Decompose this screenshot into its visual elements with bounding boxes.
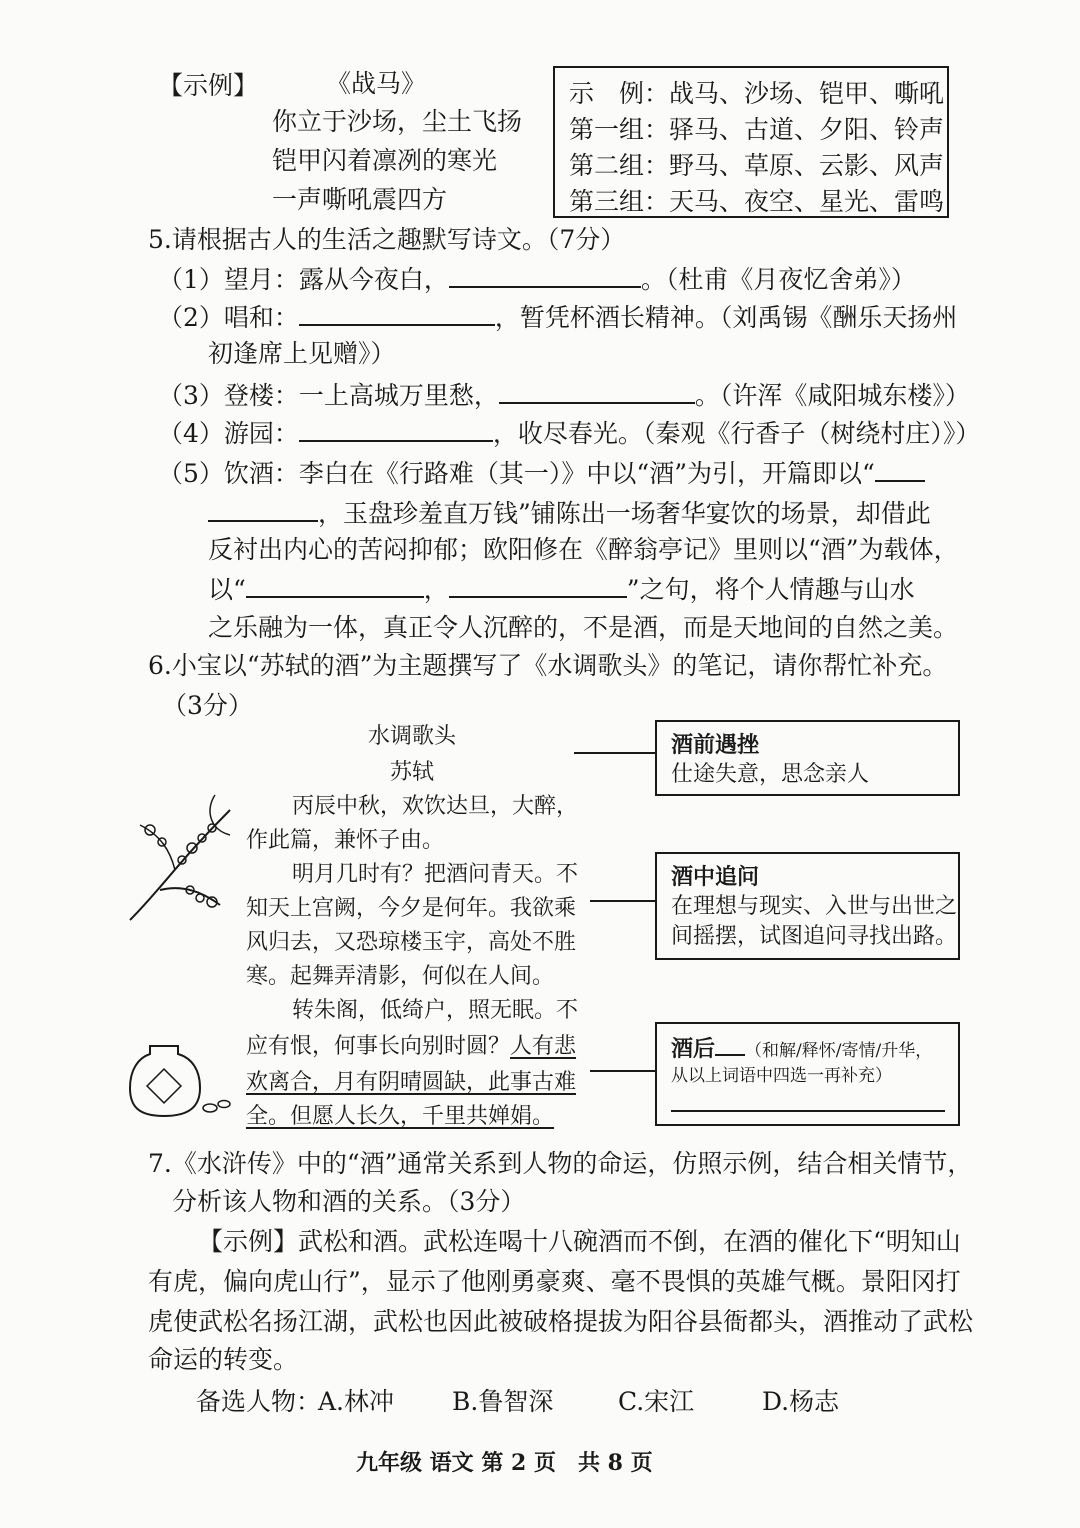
page-footer: 九年级 语文 第 2 页 共 8 页 xyxy=(356,1450,653,1476)
q5-blank-3[interactable] xyxy=(499,376,695,404)
example-poem-title: 《战马》 xyxy=(326,69,427,98)
q6-underlined-text: 全。但愿人长久，千里共婵娟。 xyxy=(246,1104,555,1129)
q6-underlined-text: 人有悲 xyxy=(510,1034,577,1059)
q6-poem-title: 水调歌头 xyxy=(368,724,457,749)
note3-title: 酒后 xyxy=(671,1036,716,1062)
note2-title: 酒中追问 xyxy=(671,864,760,890)
note3-blank[interactable] xyxy=(715,1034,745,1056)
note2-text: 在理想与现实、入世与出世之 xyxy=(671,894,958,919)
q6-poem-line: 风归去，又恐琼楼玉宇，高处不胜 xyxy=(246,930,577,955)
note3-hint: （和解/释怀/寄情/升华， xyxy=(745,1041,933,1061)
word-group-box xyxy=(553,66,949,218)
note1-text: 仕途失意，思念亲人 xyxy=(671,762,870,787)
q7-option-b[interactable]: B.鲁智深 xyxy=(452,1387,554,1416)
q7-option-c[interactable]: C.宋江 xyxy=(618,1387,695,1416)
q7-option-a[interactable]: A.林冲 xyxy=(318,1387,395,1416)
q7-example-line: 命运的转变。 xyxy=(148,1345,299,1374)
q6-poem-line: 作此篇，兼怀子由。 xyxy=(246,828,445,853)
example-poem-line: 铠甲闪着凛冽的寒光 xyxy=(272,146,498,175)
note-box-after-wine xyxy=(655,1022,960,1126)
plum-branch-illustration-icon xyxy=(120,790,240,930)
q5-item-2: （2）唱和： ，暂凭杯酒长精神。（刘禹锡《酬乐天扬州 xyxy=(158,298,957,336)
q5-blank-1[interactable] xyxy=(449,260,641,288)
q6-score: （3分） xyxy=(162,691,253,720)
connector-line xyxy=(574,752,656,754)
example-poem-line: 一声嘶吼震四方 xyxy=(272,185,448,214)
word-group-example: 示 例：战马、沙场、铠甲、嘶吼 xyxy=(569,79,945,108)
q6-poem-line: 转朱阁，低绮户，照无眠。不 xyxy=(292,998,579,1023)
note1-title: 酒前遇挫 xyxy=(671,732,760,758)
q5-item-5-line3: 反衬出内心的苦闷抑郁；欧阳修在《醉翁亭记》里则以“酒”为载体， xyxy=(208,535,959,564)
q6-poem-line: 应有恨，何事长向别时圆？人有悲 xyxy=(246,1034,577,1059)
q5-item-5-line1: （5）饮酒：李白在《行路难（其一）》中以“酒”为引，开篇即以“ xyxy=(158,454,925,492)
q5-title: 5.请根据古人的生活之趣默写诗文。（7分） xyxy=(148,225,626,254)
q6-title: 6.小宝以“苏轼的酒”为主题撰写了《水调歌头》的笔记，请你帮忙补充。 xyxy=(148,651,948,680)
q5-item-3: （3）登楼：一上高城万里愁， 。（许浑《咸阳城东楼》） xyxy=(158,376,970,414)
q7-title: 7.《水浒传》中的“酒”通常关系到人物的命运，仿照示例，结合相关情节， xyxy=(148,1149,973,1178)
note3-answer-line[interactable] xyxy=(671,1110,945,1112)
q7-example-line: 【示例】武松和酒。武松连喝十八碗酒而不倒，在酒的催化下“明知山 xyxy=(198,1227,961,1256)
q5-item-5-line5: 之乐融为一体，真正令人沉醉的，不是酒，而是天地间的自然之美。 xyxy=(208,613,959,642)
q6-underlined-text: 欢离合，月有阴晴圆缺，此事古难 xyxy=(246,1070,577,1095)
connector-line xyxy=(590,1070,656,1072)
word-group-2: 第二组：野马、草原、云影、风声 xyxy=(569,151,945,180)
word-group-1: 第一组：驿马、古道、夕阳、铃声 xyxy=(569,115,945,144)
q5-blank-5b[interactable] xyxy=(208,494,318,522)
q6-poem-line: 丙辰中秋，欢饮达旦，大醉， xyxy=(292,794,579,819)
q5-blank-5c[interactable] xyxy=(246,570,424,598)
q6-poem-line: 明月几时有？把酒问青天。不 xyxy=(292,862,579,887)
q5-blank-5a[interactable] xyxy=(875,454,925,482)
q7-options-label: 备选人物： xyxy=(196,1387,322,1416)
q5-item-2-cont: 初逢席上见赠》） xyxy=(208,339,396,368)
note2-text: 间摇摆，试图追问寻找出路。 xyxy=(671,924,958,949)
q7-example-line: 有虎，偏向虎山行”，显示了他刚勇豪爽、毫不畏惧的英雄气概。景阳冈打 xyxy=(148,1267,961,1296)
example-label: 【示例】 xyxy=(158,71,259,100)
note-box-during-wine xyxy=(655,852,960,960)
wine-jar-illustration-icon xyxy=(128,1040,238,1120)
example-poem-line: 你立于沙场，尘土飞扬 xyxy=(272,107,523,136)
q5-blank-5d[interactable] xyxy=(449,570,627,598)
q7-title-cont: 分析该人物和酒的关系。（3分） xyxy=(172,1187,526,1216)
q5-item-5-line2: ，玉盘珍羞直万钱”铺陈出一场奢华宴饮的场景，却借此 xyxy=(208,494,931,532)
q5-item-1: （1）望月：露从今夜白， 。（杜甫《月夜忆舍弟》） xyxy=(158,260,916,298)
q7-option-d[interactable]: D.杨志 xyxy=(762,1387,840,1416)
q6-poem-line: 寒。起舞弄清影，何似在人间。 xyxy=(246,964,555,989)
q6-poem-line: 知天上宫阙，今夕是何年。我欲乘 xyxy=(246,896,577,921)
q7-example-line: 虎使武松名扬江湖，武松也因此被破格提拔为阳谷县衙都头，酒推动了武松 xyxy=(148,1307,974,1336)
q6-poem-author: 苏轼 xyxy=(390,760,435,785)
q5-blank-4[interactable] xyxy=(299,414,493,442)
q5-item-5-line4: 以“ ， ”之句，将个人情趣与山水 xyxy=(208,570,915,608)
q5-blank-2[interactable] xyxy=(299,298,495,326)
note-box-before-wine xyxy=(655,720,960,796)
q5-item-4: （4）游园： ，收尽春光。（秦观《行香子（树绕村庄）》） xyxy=(158,414,980,452)
word-group-3: 第三组：天马、夜空、星光、雷鸣 xyxy=(569,187,945,216)
note3-hint: 从以上词语中四选一再补充） xyxy=(671,1066,892,1086)
connector-line xyxy=(590,900,656,902)
